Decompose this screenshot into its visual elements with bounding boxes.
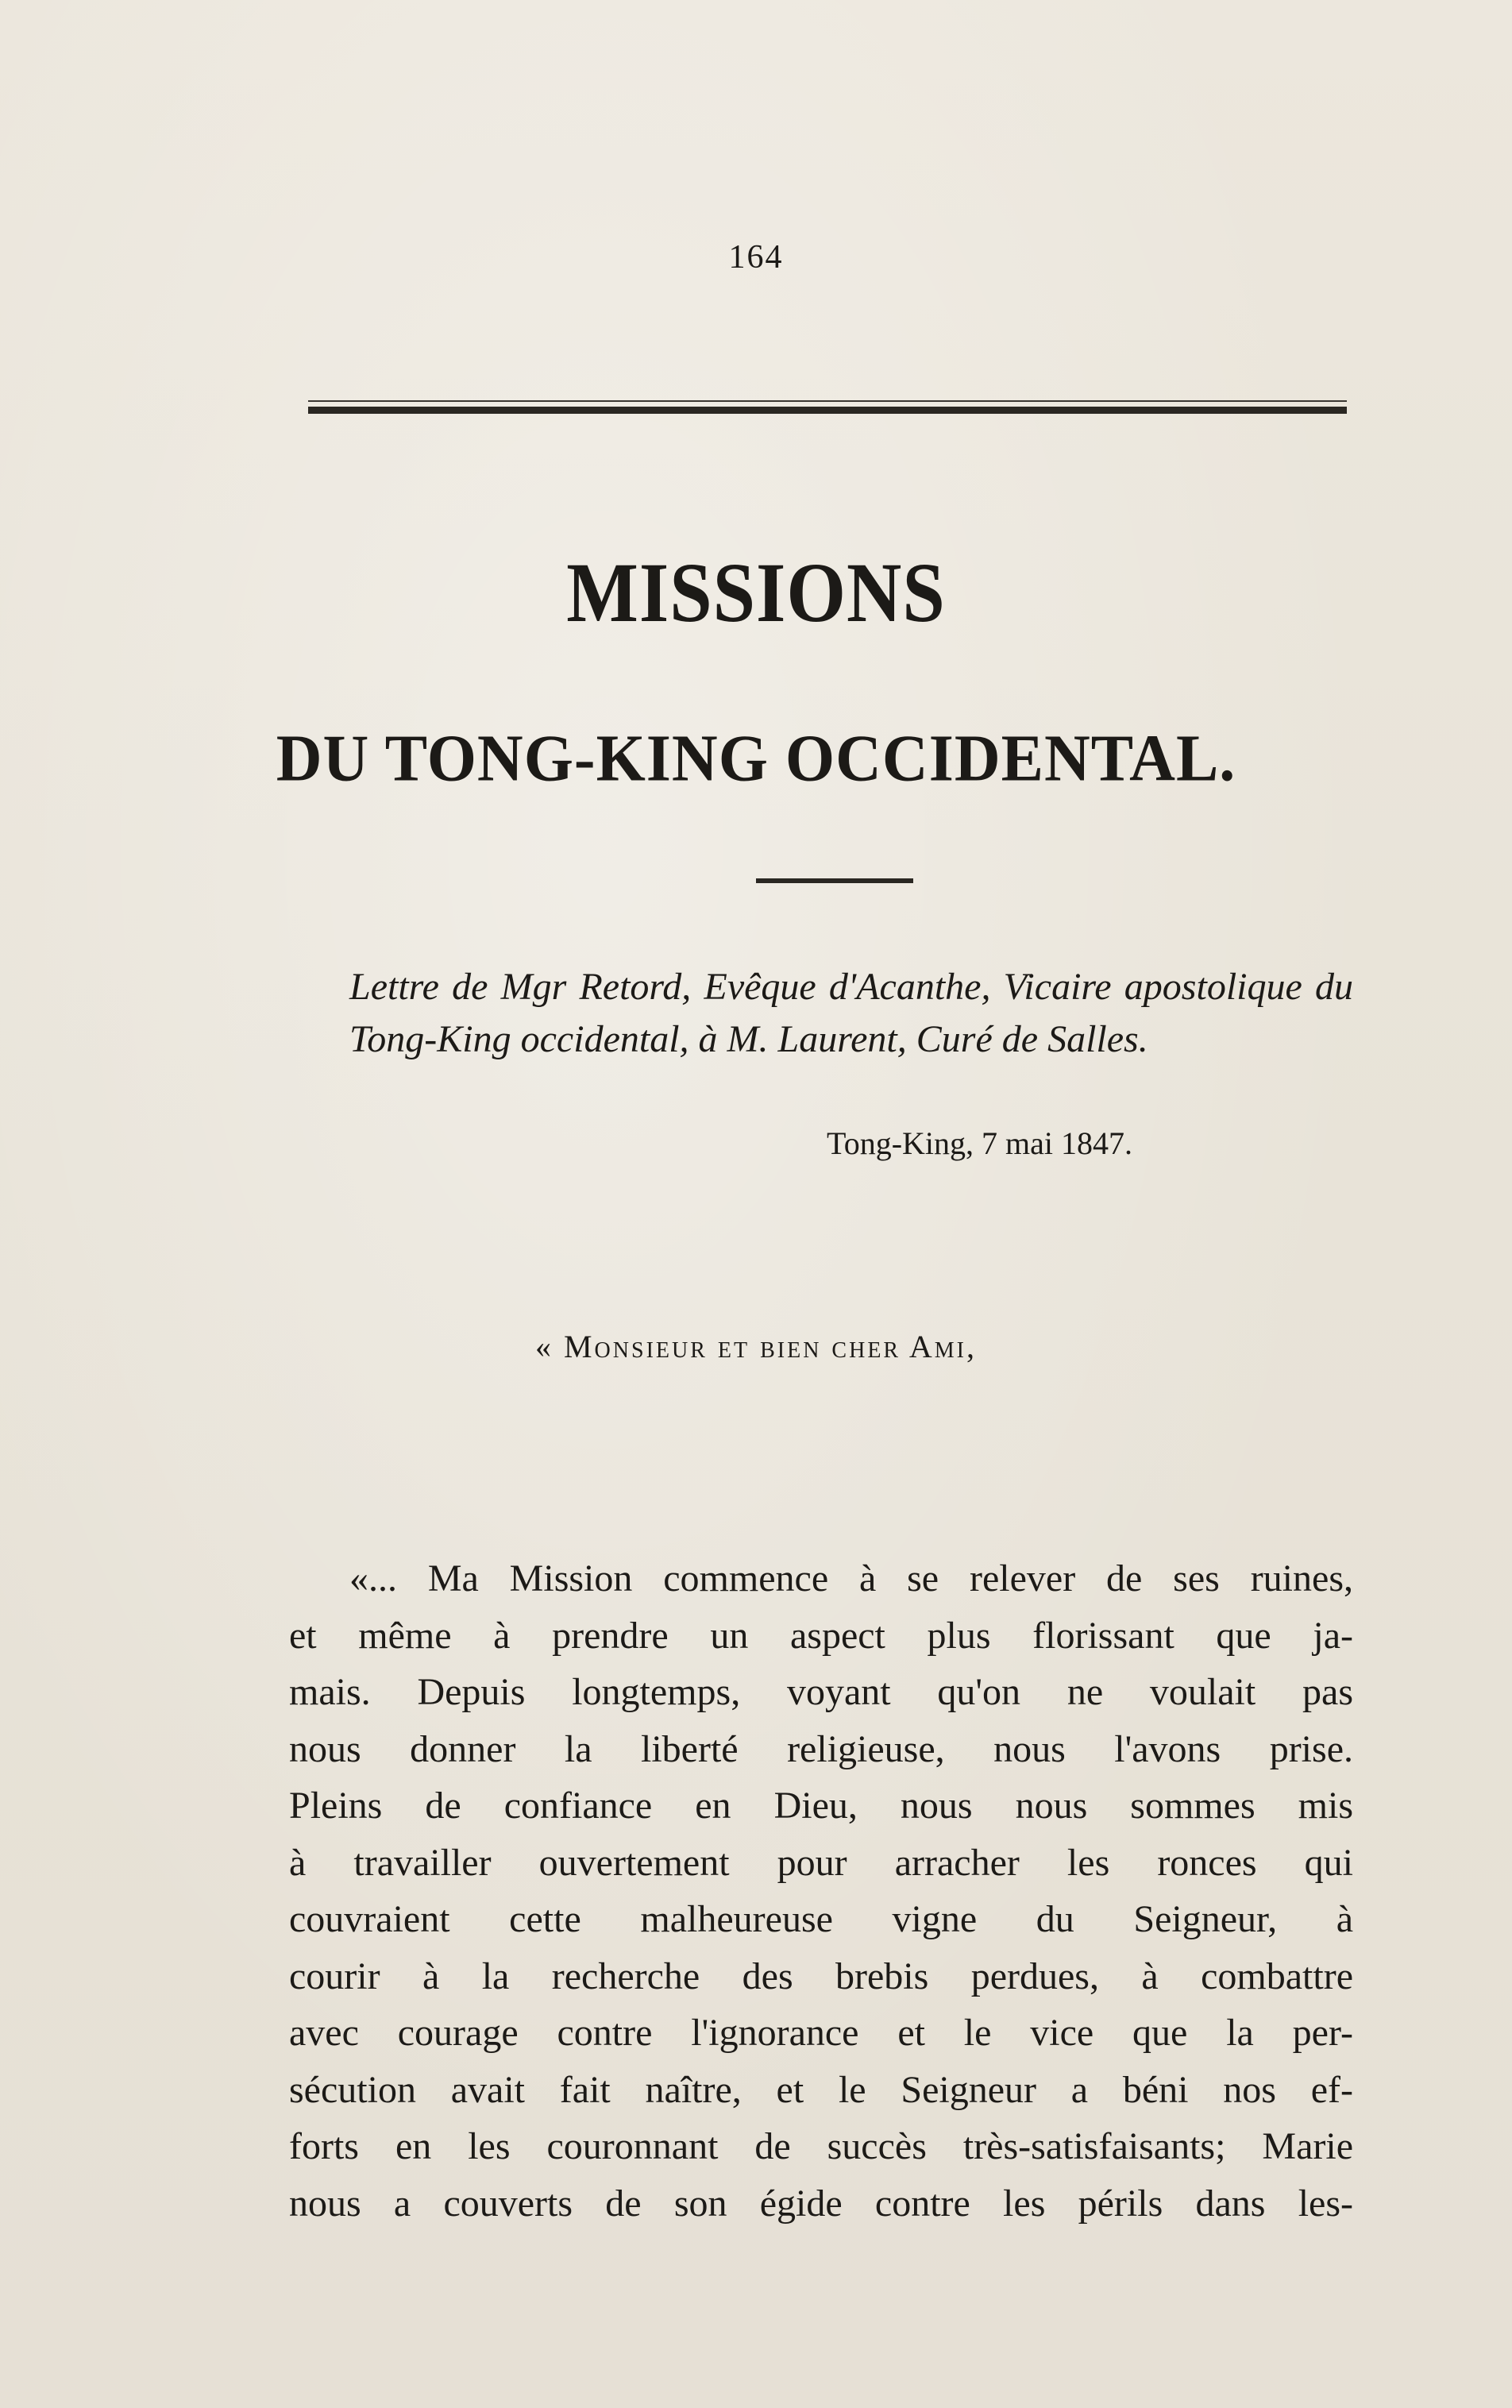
body-line: avec courage contre l'ignorance et le vice que la per-: [289, 2012, 1353, 2054]
body-line: à travailler ouvertement pour arracher les ronces qui: [289, 1841, 1353, 1884]
body-line: «... Ma Mission commence à se relever de ses ruines,: [349, 1557, 1353, 1600]
header-rule-thin: [308, 400, 1347, 402]
header-rule: [308, 407, 1347, 414]
body-line: courir à la recherche des brebis perdues, à combattre: [289, 1955, 1353, 1997]
salutation: « Monsieur et bien cher Ami,: [534, 1329, 977, 1364]
page-number: 164: [728, 239, 784, 276]
dateline: Tong-King, 7 mai 1847.: [827, 1125, 1132, 1161]
section-subtitle: DU TONG-KING OCCIDENTAL.: [276, 721, 1236, 796]
body-line: forts en les couronnant de succès très-satisfaisants; Marie: [289, 2125, 1353, 2167]
section-title: MISSIONS: [566, 544, 946, 640]
body-line: nous donner la liberté religieuse, nous l'avons prise.: [289, 1727, 1353, 1770]
body-line: sécution avait fait naître, et le Seigneur a béni nos ef-: [289, 2068, 1353, 2111]
body-line: nous a couverts de son égide contre les périls dans les-: [289, 2182, 1353, 2225]
body-line: mais. Depuis longtemps, voyant qu'on ne voulait pas: [289, 1671, 1353, 1713]
body-line: couvraient cette malheureuse vigne du Seigneur, à: [289, 1898, 1353, 1940]
letter-heading: Lettre de Mgr Retord, Evêque d'Acanthe, Vicaire apostolique du Tong-King occidental, à M. Laurent, Curé de Salles.: [349, 966, 1353, 1060]
body-text: [289, 1550, 1353, 2232]
title-divider: [756, 878, 913, 883]
body-line: Pleins de confiance en Dieu, nous nous sommes mis: [289, 1785, 1353, 1827]
body-line: et même à prendre un aspect plus florissant que ja-: [289, 1614, 1353, 1657]
